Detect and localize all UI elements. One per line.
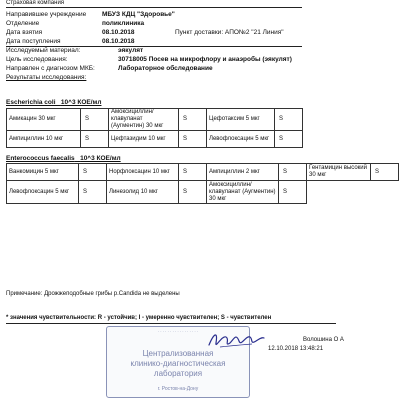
drug-name: Левофлоксацин 5 мкг — [7, 181, 79, 204]
sensitivity-result: S — [179, 131, 207, 148]
sensitivity-result: S — [81, 109, 109, 131]
sensitivity-legend: * значения чувствительности: R - устойчив; I - умеренно чувствителен; S - чувствителен — [6, 315, 272, 321]
sensitivity-result: S — [81, 131, 109, 148]
drug-name: Цефтазидим 10 мкг — [109, 131, 179, 148]
drug-name: Амикацин 30 мкг — [7, 109, 81, 131]
antibiogram-table-1 — [6, 108, 303, 148]
drug-name: Левофлоксацин 5 мкг — [207, 131, 275, 148]
drug-name: Цефотаксим 5 мкг — [207, 109, 275, 131]
delivery-point: Пункт доставки: АПО№2 "21 Линия" — [175, 29, 284, 36]
purpose-label: Цель исследования: — [6, 56, 68, 63]
insurer-label: Страховая компания — [6, 0, 65, 6]
stamp-line: лаборатория — [153, 369, 203, 378]
sensitivity-result: S — [275, 131, 303, 148]
table-row — [7, 164, 399, 181]
results-heading: Результаты исследования: — [6, 74, 87, 81]
organism-name: Escherichia coli 10^3 КОЕ/мл — [6, 99, 102, 106]
sensitivity-result: S — [371, 164, 399, 181]
sensitivity-result: S — [179, 164, 207, 181]
stamp-line: клинико-диагностическая — [130, 359, 226, 368]
department-value: поликлиника — [102, 20, 145, 27]
drug-name: Ампициллин 2 мкг — [207, 164, 279, 181]
table-row — [7, 131, 303, 148]
stamp-city: г. Ростов-на-Дону — [157, 386, 199, 392]
received-label: Дата поступления — [6, 38, 61, 45]
sensitivity-result: S — [79, 164, 107, 181]
empty-cell — [307, 181, 371, 204]
drug-name: Ванкомицин 5 мкг — [7, 164, 79, 181]
stamp-top-line: · · · · · · · · · · · · · · · · · — [157, 329, 199, 334]
stamp-line: Централизованная — [142, 349, 214, 358]
note-text: Примечание: Дрожжеподобные грибы p.Candida не выделены — [6, 291, 180, 297]
table-row — [7, 181, 399, 204]
sensitivity-result: S — [179, 109, 207, 131]
collected-label: Дата взятия — [6, 29, 43, 36]
purpose-value: 30718005 Посев на микрофлору и анаэробы (эякулят) — [118, 56, 292, 63]
divider — [6, 323, 336, 324]
sensitivity-result: S — [279, 181, 307, 204]
divider — [6, 7, 302, 8]
sensitivity-result: S — [179, 181, 207, 204]
drug-name: Амоксициллин/клавуланат (Аугментин) 30 мкг — [207, 181, 279, 204]
diagnosis-value: Лабораторное обследование — [118, 65, 213, 72]
collected-value: 08.10.2018 — [102, 29, 135, 36]
referrer-label: Направившее учреждение — [6, 11, 87, 18]
drug-name: Ампициллин 10 мкг — [7, 131, 81, 148]
empty-cell — [371, 181, 399, 204]
sensitivity-result: S — [279, 164, 307, 181]
material-label: Исследуемый материал: — [6, 47, 81, 54]
drug-name: Норфлоксацин 10 мкг — [107, 164, 179, 181]
drug-name: Линезолид 10 мкг — [107, 181, 179, 204]
sensitivity-result: S — [79, 181, 107, 204]
handwritten-signature — [206, 327, 266, 353]
drug-name: Амоксициллин/клавуланат (Аугментин) 30 мкг — [109, 109, 179, 131]
organism-name: Enterococcus faecalis 10^3 КОЕ/мл — [6, 155, 121, 162]
diagnosis-label: Направлен с диагнозом МКБ: — [6, 65, 95, 72]
antibiogram-table-2 — [6, 163, 399, 204]
received-value: 08.10.2018 — [102, 38, 135, 45]
drug-name: Гентамицин высокий 30 мкг — [307, 164, 371, 181]
referrer-value: МБУЗ КДЦ "Здоровье" — [102, 11, 175, 18]
signer-name: Волошина О А — [303, 337, 344, 343]
material-value: эякулят — [118, 47, 144, 54]
table-row — [7, 109, 303, 131]
signature-timestamp: 12.10.2018 13:48:21 — [268, 346, 324, 352]
department-label: Отделение — [6, 20, 40, 27]
sensitivity-result: S — [275, 109, 303, 131]
